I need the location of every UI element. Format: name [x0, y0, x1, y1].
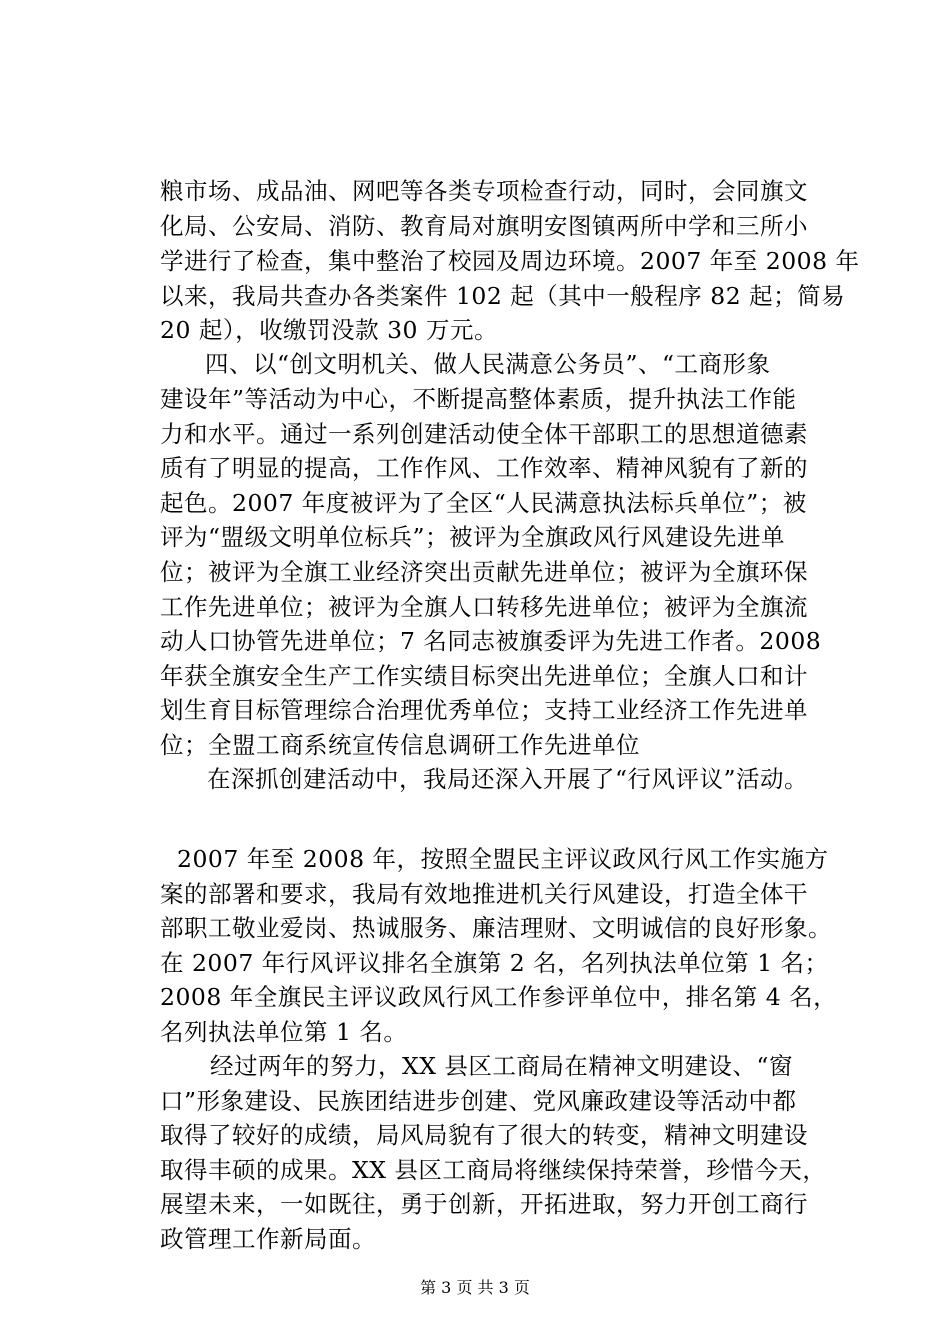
text-line: 工作先进单位；被评为全旗人口转移先进单位；被评为全旗流 [160, 593, 808, 621]
text-line: 取得丰硕的成果。XX 县区工商局将继续保持荣誉，珍惜今天， [160, 1156, 827, 1184]
text-line: 力和水平。通过一系列创建活动使全体干部职工的思想道德素 [160, 420, 808, 448]
text-line: 质有了明显的提高，工作作风、工作效率、精神风貌有了新的 [160, 454, 808, 482]
text-line: 2008 年全旗民主评议政风行风工作参评单位中，排名第 4 名， [160, 983, 838, 1011]
text-line: 位；被评为全旗工业经济突出贡献先进单位；被评为全旗环保 [160, 558, 808, 586]
text-line: 取得了较好的成绩，局风局貌有了很大的转变，精神文明建设 [160, 1121, 808, 1149]
text-line: 位；全盟工商系统宣传信息调研工作先进单位 [160, 731, 640, 759]
text-line: 评为“盟级文明单位标兵”；被评为全旗政风行风建设先进单 [160, 523, 786, 551]
text-line: 政管理工作新局面。 [160, 1225, 376, 1253]
text-line: 经过两年的努力，XX 县区工商局在精神文明建设、“窗 [210, 1052, 793, 1080]
text-line: 名列执法单位第 1 名。 [160, 1018, 408, 1046]
text-line: 口”形象建设、民族团结进步创建、党风廉政建设等活动中都 [160, 1087, 797, 1115]
text-line: 部职工敬业爱岗、热诚服务、廉洁理财、文明诚信的良好形象。 [160, 914, 832, 942]
text-line: 年获全旗安全生产工作实绩目标突出先进单位；全旗人口和计 [160, 662, 808, 690]
text-line: 2007 年至 2008 年，按照全盟民主评议政风行风工作实施方 [177, 845, 829, 873]
text-line: 起色。2007 年度被评为了全区“人民满意执法标兵单位”；被 [160, 489, 807, 517]
text-line: 在深抓创建活动中，我局还深入开展了“行风评议”活动。 [207, 765, 809, 793]
text-line: 粮市场、成品油、网吧等各类专项检查行动，同时，会同旗文 [160, 177, 808, 205]
text-line: 化局、公安局、消防、教育局对旗明安图镇两所中学和三所小 [160, 212, 808, 240]
text-line: 动人口协管先进单位；7 名同志被旗委评为先进工作者。2008 [160, 627, 822, 655]
text-line: 以来，我局共查办各类案件 102 起（其中一般程序 82 起；简易 [160, 282, 846, 310]
text-line: 展望未来，一如既往，勇于创新，开拓进取，努力开创工商行 [160, 1190, 808, 1218]
text-line: 20 起），收缴罚没款 30 万元。 [160, 316, 498, 344]
page-number: 第 3 页 共 3 页 [420, 1278, 530, 1297]
text-line: 划生育目标管理综合治理优秀单位；支持工业经济工作先进单 [160, 696, 808, 724]
text-line: 学进行了检查，集中整治了校园及周边环境。2007 年至 2008 年 [160, 247, 860, 275]
text-line: 四、以“创文明机关、做人民满意公务员”、“工商形象 [205, 350, 771, 378]
text-line: 建设年”等活动为中心，不断提高整体素质，提升执法工作能 [160, 385, 797, 413]
text-line: 在 2007 年行风评议排名全旗第 2 名，名列执法单位第 1 名； [160, 949, 829, 977]
text-line: 案的部署和要求，我局有效地推进机关行风建设，打造全体干 [160, 880, 808, 908]
